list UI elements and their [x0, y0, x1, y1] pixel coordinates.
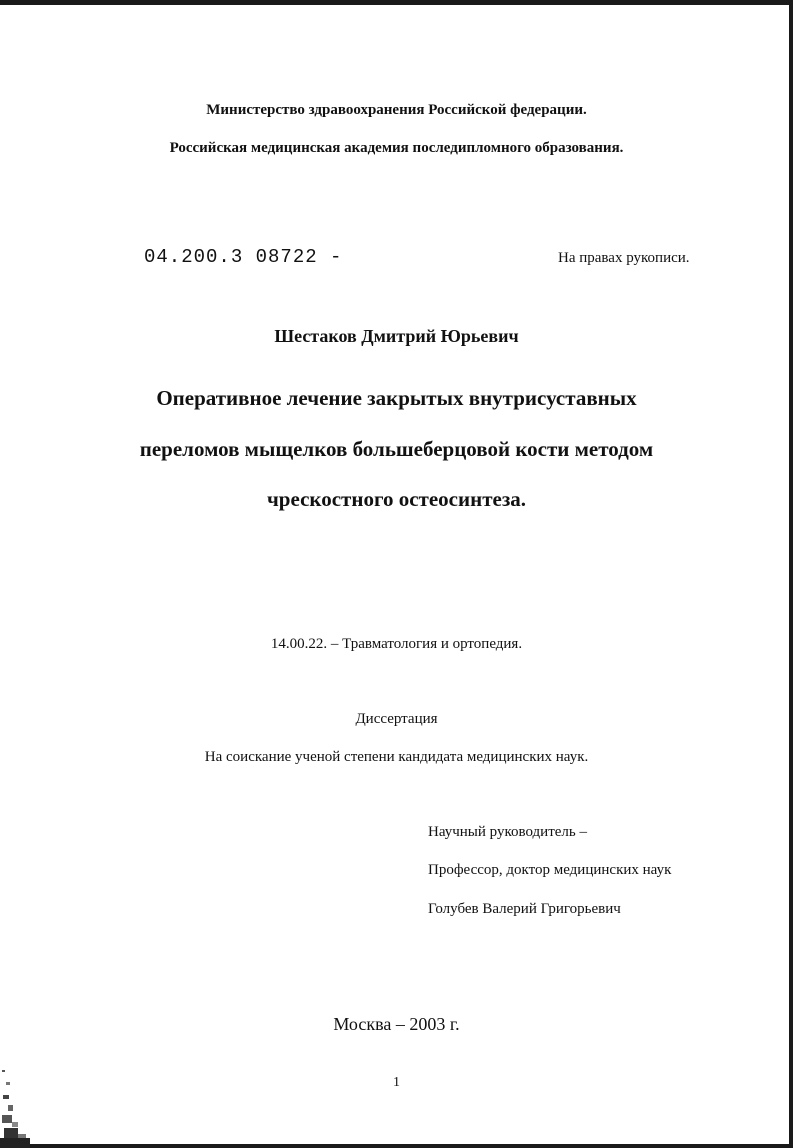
supervisor-title: Профессор, доктор медицинских наук: [428, 862, 672, 878]
supervisor-role: Научный руководитель –: [428, 824, 587, 840]
degree-statement: На соискание ученой степени кандидата медицинских наук.: [204, 749, 589, 765]
document-type: Диссертация: [355, 711, 438, 727]
thesis-title-line-3: чрескостного остеосинтеза.: [266, 487, 527, 511]
author-name: Шестаков Дмитрий Юрьевич: [274, 326, 519, 346]
ministry-heading: Министерство здравоохранения Российской федерации.: [206, 102, 587, 118]
page-number: 1: [393, 1075, 400, 1090]
scan-border-bottom: [20, 1144, 793, 1148]
scan-border-right: [789, 0, 793, 1148]
city-year: Москва – 2003 г.: [333, 1014, 460, 1034]
scan-border-top: [0, 0, 793, 5]
thesis-title-line-2: переломов мыщелков большеберцовой кости методом: [139, 437, 654, 461]
specialty-code: 14.00.22. – Травматология и ортопедия.: [270, 636, 523, 652]
manuscript-rights-note: На правах рукописи.: [558, 250, 690, 266]
registration-number: 04.200.3 08722 -: [144, 246, 343, 268]
supervisor-name: Голубев Валерий Григорьевич: [428, 901, 621, 917]
academy-heading: Российская медицинская академия последипломного образования.: [169, 140, 624, 156]
thesis-title-line-1: Оперативное лечение закрытых внутрисуставных: [156, 386, 637, 410]
scan-edge-noise: [0, 1060, 40, 1148]
